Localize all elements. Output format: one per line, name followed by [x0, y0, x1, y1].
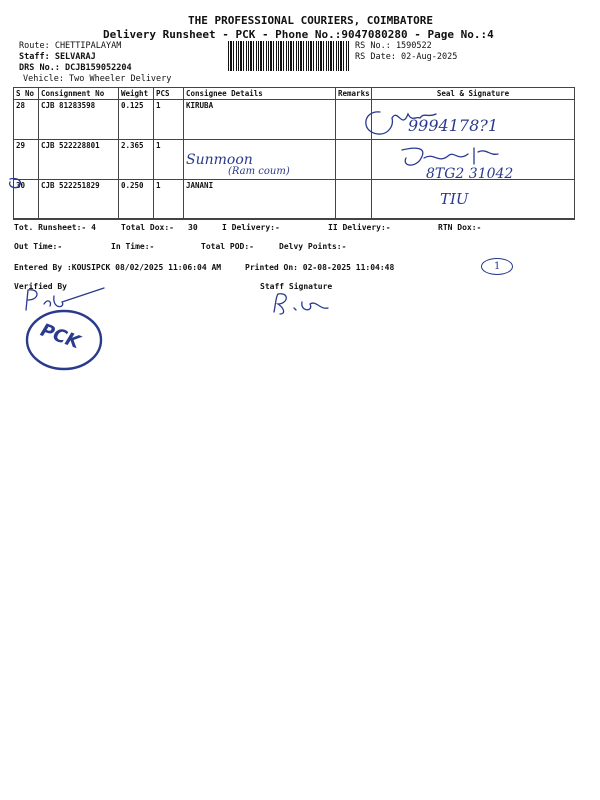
row-mark [6, 176, 26, 190]
tot-runsheet: Tot. Runsheet:- 4 [14, 223, 96, 232]
handwritten-name: Sunmoon [186, 152, 253, 168]
cell-consignment: CJB 81283598 [39, 100, 119, 140]
handwritten-phone-2: 8TG2 31042 [426, 166, 514, 182]
rtn-dox: RTN Dox:- [438, 223, 482, 232]
col-weight: Weight [119, 88, 154, 100]
handwritten-tiu: TIU [440, 190, 469, 208]
i-delivery: I Delivery:- [222, 223, 280, 232]
table-row [14, 180, 575, 220]
col-pcs: PCS [154, 88, 184, 100]
staff-label: Staff: SELVARAJ [19, 52, 96, 62]
rs-date: RS Date: 02-Aug-2025 [355, 52, 458, 62]
vehicle-label: Vehicle: Two Wheeler Delivery [23, 74, 172, 84]
cell-sno: 29 [14, 140, 39, 180]
in-time: In Time:- [111, 242, 155, 251]
cell-pcs: 1 [154, 180, 184, 220]
drs-number: DRS No.: DCJB159052204 [19, 63, 132, 73]
total-dox-label: Total Dox:- [121, 223, 174, 232]
cell-consignee: KIRUBA [184, 100, 336, 140]
out-time: Out Time:- [14, 242, 63, 251]
cell-sno: 30 [14, 180, 39, 220]
cell-pcs: 1 [154, 100, 184, 140]
handwritten-phone-1: 9994178?1 [408, 116, 499, 135]
cell-weight: 0.250 [119, 180, 154, 220]
cell-remarks [336, 140, 372, 180]
rs-number: RS No.: 1590522 [355, 41, 432, 51]
cell-consignment: CJB 522251829 [39, 180, 119, 220]
table-header-row [14, 88, 575, 100]
cell-sno: 28 [14, 100, 39, 140]
staff-signature-label: Staff Signature [260, 282, 333, 291]
cell-weight: 0.125 [119, 100, 154, 140]
handwritten-name-sub: (Ram coum) [228, 166, 290, 177]
col-seal: Seal & Signature [372, 88, 575, 100]
delvy-points: Delvy Points:- [279, 242, 347, 251]
route-label: Route: CHETTIPALAYAM [19, 41, 122, 51]
total-dox-value: 30 [188, 223, 198, 232]
circled-number: 1 [481, 258, 513, 275]
ii-delivery: II Delivery:- [328, 223, 391, 232]
barcode [228, 41, 350, 71]
col-sno: S No [14, 88, 39, 100]
company-title: THE PROFESSIONAL COURIERS, COIMBATORE [188, 14, 434, 27]
col-consignee: Consignee Details [184, 88, 336, 100]
verified-by: Verified By [14, 282, 67, 291]
pck-stamp-text: PCK [37, 319, 83, 354]
cell-seal [372, 180, 575, 220]
cell-pcs: 1 [154, 140, 184, 180]
cell-consignment: CJB 522228801 [39, 140, 119, 180]
entered-by: Entered By :KOUSIPCK 08/02/2025 11:06:04 AM [14, 263, 222, 272]
col-remarks: Remarks [336, 88, 372, 100]
cell-consignee: JANANI [184, 180, 336, 220]
col-consignment: Consignment No [39, 88, 119, 100]
cell-remarks [336, 180, 372, 220]
printed-on: Printed On: 02-08-2025 11:04:48 [245, 263, 395, 272]
runsheet-title: Delivery Runsheet - PCK - Phone No.:9047080280 - Page No.:4 [103, 28, 494, 41]
total-pod: Total POD:- [201, 242, 254, 251]
cell-weight: 2.365 [119, 140, 154, 180]
signature-staff [270, 290, 330, 316]
totals-divider [13, 218, 574, 219]
